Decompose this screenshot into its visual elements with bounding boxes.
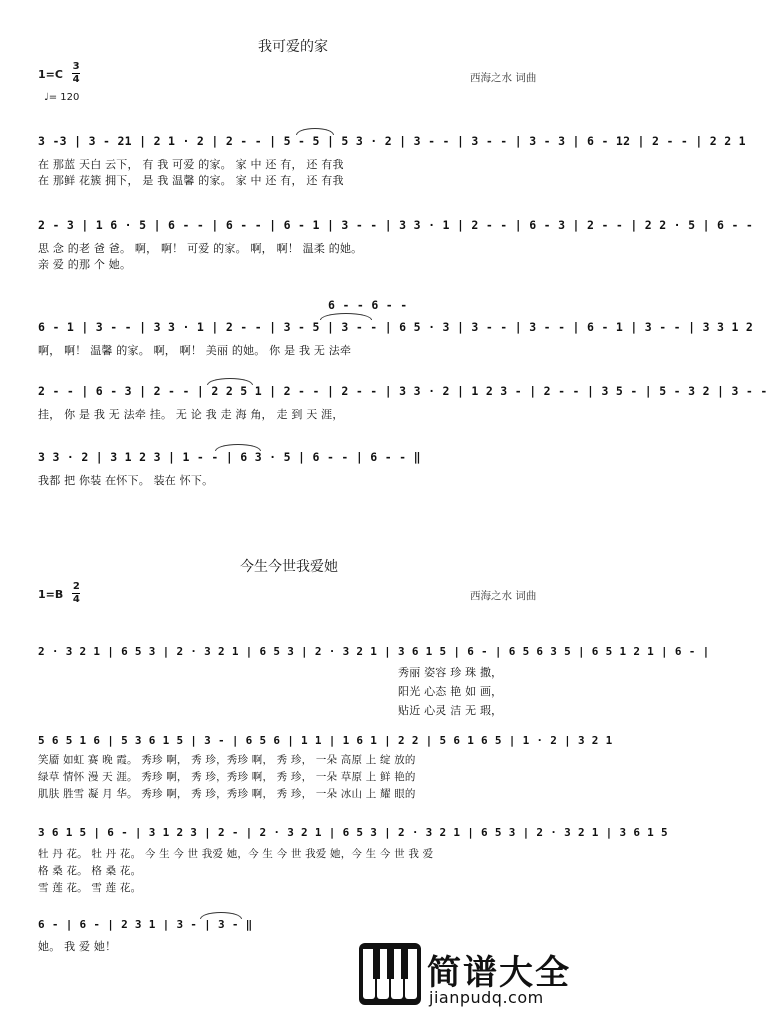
song2-row2-notes: 5 6 5 1 6 | 5 3 6 1 5 | 3 - | 6 5 6 | 1 1 | 1 6 1 | 2 2 | 5 6 1 6 5 | 1 · 2 | 3 2 1 <box>38 734 613 747</box>
tie-slur <box>215 444 261 451</box>
tie-slur <box>200 912 242 919</box>
song2-credit: 西海之水 词曲 <box>470 590 537 602</box>
song2-row1-lyric3: 贴近 心灵 洁 无 瑕， <box>398 704 503 717</box>
tie-slur <box>320 313 372 320</box>
time-top: 2 <box>72 581 80 592</box>
song2-row2-lyric1: 笑靥 如虹 赛 晚 霞。 秀珍 啊， 秀 珍，秀珍 啊， 秀 珍， 一朵 高原 上 绽 放的 <box>38 754 416 766</box>
song1-row3-upper-notes: 6 - - 6 - - <box>328 298 408 312</box>
song2-key: 1=B <box>38 588 64 601</box>
piano-icon <box>359 943 421 1005</box>
song1-row3-lyric1: 啊， 啊！ 温馨 的家。 啊， 啊！ 美丽 的她。 你 是 我 无 法牵 <box>38 344 352 357</box>
time-bottom: 4 <box>72 594 80 605</box>
time-top: 3 <box>72 61 80 72</box>
watermark-logo <box>359 943 579 1013</box>
song1-credit: 西海之水 词曲 <box>470 72 537 84</box>
song1-title: 我可爱的家 <box>258 39 328 55</box>
song2-row1-lyric1: 秀丽 姿容 珍 珠 撒， <box>398 666 503 679</box>
tie-slur <box>207 378 253 385</box>
song2-row2-lyric2: 绿草 情怀 漫 天 涯。 秀珍 啊， 秀 珍，秀珍 啊， 秀 珍， 一朵 草原 上 鲜 艳的 <box>38 771 416 783</box>
time-bottom: 4 <box>72 74 80 85</box>
song2-row3-lyric3: 雪 莲 花。 雪 莲 花。 <box>38 882 142 894</box>
song1-row3-notes: 6 - 1 | 3 - - | 3 3 · 1 | 2 - - | 3 - 5 | 3 - - | 6 5 · 3 | 3 - - | 3 - - | 6 - 1 | 3 - - | 3 3 1 2 <box>38 320 754 334</box>
song2-row1-lyric2: 阳光 心态 艳 如 画， <box>398 685 503 698</box>
song1-time-signature <box>72 62 80 85</box>
song2-row4-lyric1: 她。 我 爱 她！ <box>38 940 117 953</box>
song1-row5-lyric1: 我都 把 你装 在怀下。 装在 怀下。 <box>38 474 214 487</box>
song2-time-signature <box>72 582 80 605</box>
watermark-url: jianpudq.com <box>429 988 544 1007</box>
song2-row3-lyric1: 牡 丹 花。 牡 丹 花。 今 生 今 世 我爱 她，今 生 今 世 我爱 她，今 生 今 世 我 爱 <box>38 848 434 860</box>
song1-row1-lyric2: 在 那鲜 花簇 拥下， 是 我 温馨 的家。 家 中 还 有， 还 有我 <box>38 174 344 187</box>
song2-row2-lyric3: 肌肤 胜雪 凝 月 华。 秀珍 啊， 秀 珍，秀珍 啊， 秀 珍， 一朵 冰山 上 耀 眼的 <box>38 788 416 800</box>
song1-key-signature <box>38 62 80 85</box>
song1-row2-lyric2: 亲 爱 的那 个 她。 <box>38 258 132 271</box>
song2-row3-lyric2: 格 桑 花。 格 桑 花。 <box>38 865 142 877</box>
song1-row2-lyric1: 思 念 的老 爸 爸。 啊， 啊！ 可爱 的家。 啊， 啊！ 温柔 的她。 <box>38 242 363 255</box>
song2-title: 今生今世我爱她 <box>240 559 338 575</box>
song1-key: 1=C <box>38 68 63 81</box>
song2-row1-notes: 2 · 3 2 1 | 6 5 3 | 2 · 3 2 1 | 6 5 3 | 2 · 3 2 1 | 3 6 1 5 | 6 - | 6 5 6 3 5 | 6 5 1 2 1 | 6 - | <box>38 645 710 658</box>
song1-row5-notes: 3 3 · 2 | 3 1 2 3 | 1 - - | 6 3 · 5 | 6 - - | 6 - - ‖ <box>38 450 421 464</box>
song1-tempo: ♩= 120 <box>44 92 80 103</box>
song2-row4-notes: 6 - | 6 - | 2 3 1 | 3 - | 3 - ‖ <box>38 918 253 931</box>
song1-row2-notes: 2 - 3 | 1 6 · 5 | 6 - - | 6 - - | 6 - 1 | 3 - - | 3 3 · 1 | 2 - - | 6 - 3 | 2 - - | 2 2 · 5 | 6 - - <box>38 218 754 232</box>
tie-slur <box>296 128 334 135</box>
watermark-title: 简谱大全 <box>427 953 571 993</box>
song1-row4-notes: 2 - - | 6 - 3 | 2 - - | 2 2 5 1 | 2 - - | 2 - - | 3 3 · 2 | 1 2 3 - | 2 - - | 3 5 - | 5 - 3 2 | 3 - - <box>38 384 768 398</box>
song2-row3-notes: 3 6 1 5 | 6 - | 3 1 2 3 | 2 - | 2 · 3 2 1 | 6 5 3 | 2 · 3 2 1 | 6 5 3 | 2 · 3 2 1 | 3 6 1 5 <box>38 826 668 839</box>
song1-row4-lyric1: 挂， 你 是 我 无 法牵 挂。 无 论 我 走 海 角， 走 到 天 涯， <box>38 408 344 421</box>
song1-row1-notes: 3 -3 | 3 - 21 | 2 1 · 2 | 2 - - | 5 - 5 | 5 3 · 2 | 3 - - | 3 - - | 3 - 3 | 6 - 12 | 2 - - | 2 2 1 <box>38 134 746 148</box>
song2-key-signature <box>38 582 80 605</box>
song1-row1-lyric1: 在 那蓝 天白 云下， 有 我 可爱 的家。 家 中 还 有， 还 有我 <box>38 158 344 171</box>
